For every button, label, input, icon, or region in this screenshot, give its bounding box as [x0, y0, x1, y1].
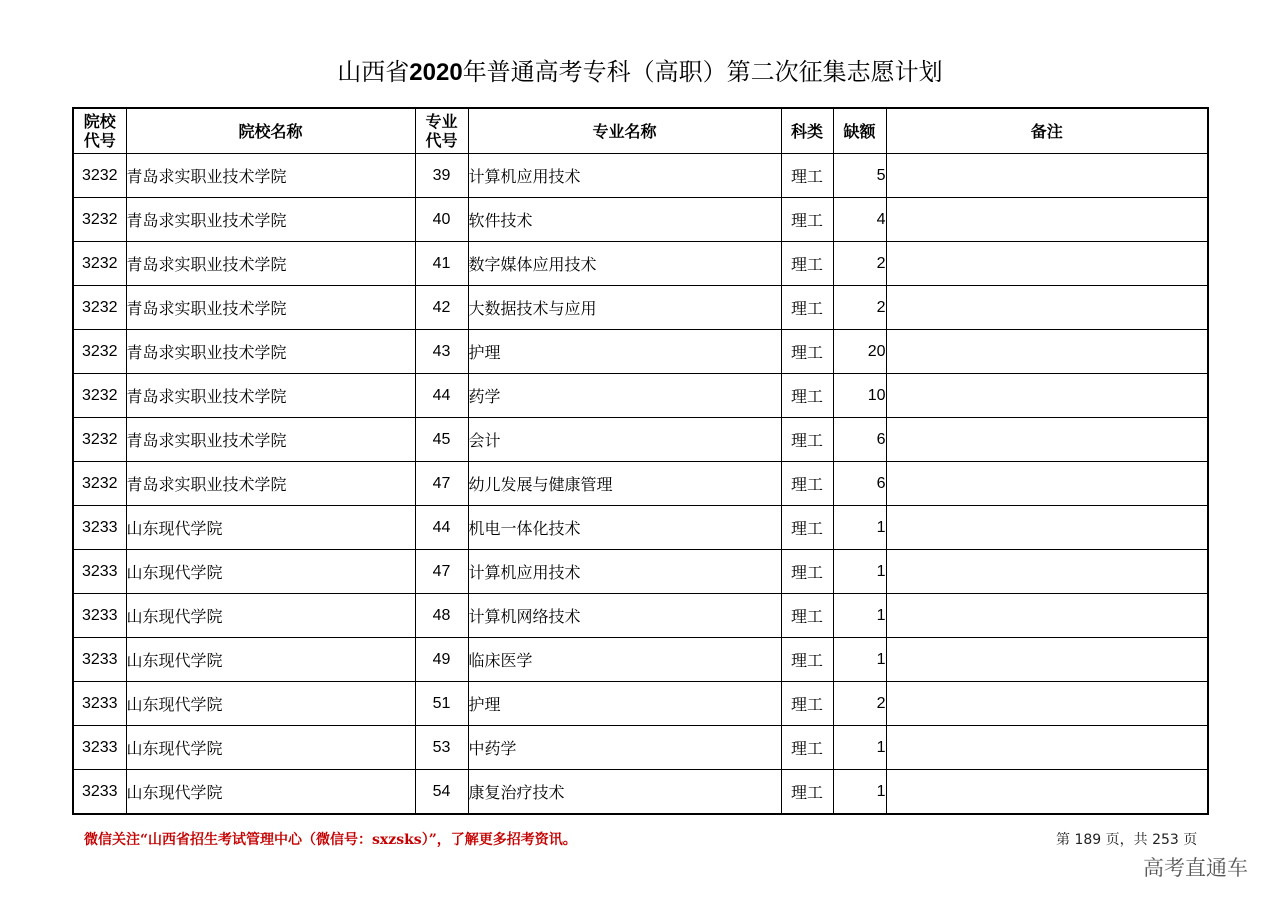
cell-vacancy: 2	[833, 682, 886, 726]
cell-school-code: 3233	[73, 638, 126, 682]
cell-school-name: 青岛求实职业技术学院	[126, 374, 415, 418]
header-vacancy: 缺额	[833, 108, 886, 154]
cell-major-name: 软件技术	[468, 198, 781, 242]
cell-school-code: 3233	[73, 682, 126, 726]
cell-category: 理工	[781, 594, 833, 638]
cell-school-name: 山东现代学院	[126, 770, 415, 815]
cell-school-name: 青岛求实职业技术学院	[126, 154, 415, 198]
cell-vacancy: 1	[833, 770, 886, 815]
table-row	[73, 462, 1208, 506]
table-row	[73, 330, 1208, 374]
page-title	[0, 56, 1280, 89]
cell-major-code: 48	[415, 594, 468, 638]
cell-school-name: 青岛求实职业技术学院	[126, 330, 415, 374]
cell-vacancy: 1	[833, 594, 886, 638]
cell-category: 理工	[781, 770, 833, 815]
cell-school-name: 青岛求实职业技术学院	[126, 198, 415, 242]
cell-major-code: 51	[415, 682, 468, 726]
table-row	[73, 506, 1208, 550]
cell-major-code: 43	[415, 330, 468, 374]
cell-vacancy: 2	[833, 286, 886, 330]
cell-school-code: 3233	[73, 726, 126, 770]
cell-vacancy: 2	[833, 242, 886, 286]
header-remarks: 备注	[886, 108, 1208, 154]
header-major-name: 专业名称	[468, 108, 781, 154]
cell-major-name: 康复治疗技术	[468, 770, 781, 815]
cell-remarks	[886, 506, 1208, 550]
cell-school-code: 3232	[73, 418, 126, 462]
cell-remarks	[886, 682, 1208, 726]
cell-category: 理工	[781, 198, 833, 242]
cell-remarks	[886, 330, 1208, 374]
cell-category: 理工	[781, 374, 833, 418]
cell-school-name: 青岛求实职业技术学院	[126, 286, 415, 330]
cell-major-code: 47	[415, 462, 468, 506]
cell-category: 理工	[781, 550, 833, 594]
cell-major-code: 42	[415, 286, 468, 330]
cell-category: 理工	[781, 286, 833, 330]
cell-major-name: 机电一体化技术	[468, 506, 781, 550]
cell-school-code: 3232	[73, 198, 126, 242]
enrollment-plan-table	[72, 107, 1209, 815]
cell-category: 理工	[781, 682, 833, 726]
table-row	[73, 770, 1208, 815]
cell-major-name: 会计	[468, 418, 781, 462]
cell-remarks	[886, 550, 1208, 594]
cell-major-name: 药学	[468, 374, 781, 418]
cell-school-code: 3233	[73, 506, 126, 550]
cell-category: 理工	[781, 506, 833, 550]
cell-school-code: 3232	[73, 242, 126, 286]
table-header-row	[73, 108, 1208, 154]
table-row	[73, 154, 1208, 198]
cell-remarks	[886, 726, 1208, 770]
cell-vacancy: 20	[833, 330, 886, 374]
cell-vacancy: 1	[833, 726, 886, 770]
cell-vacancy: 6	[833, 462, 886, 506]
cell-vacancy: 1	[833, 638, 886, 682]
cell-school-code: 3233	[73, 550, 126, 594]
cell-school-code: 3232	[73, 462, 126, 506]
cell-remarks	[886, 462, 1208, 506]
cell-major-name: 中药学	[468, 726, 781, 770]
cell-major-code: 40	[415, 198, 468, 242]
cell-major-name: 幼儿发展与健康管理	[468, 462, 781, 506]
cell-school-name: 青岛求实职业技术学院	[126, 418, 415, 462]
table-row	[73, 550, 1208, 594]
cell-major-name: 计算机网络技术	[468, 594, 781, 638]
cell-major-name: 护理	[468, 682, 781, 726]
cell-category: 理工	[781, 242, 833, 286]
wechat-notice: 微信关注“山西省招生考试管理中心（微信号：sxzsks）”，了解更多招考资讯。	[84, 832, 577, 848]
table-row	[73, 726, 1208, 770]
cell-remarks	[886, 286, 1208, 330]
table-row	[73, 594, 1208, 638]
cell-major-name: 大数据技术与应用	[468, 286, 781, 330]
cell-school-code: 3233	[73, 770, 126, 815]
header-category: 科类	[781, 108, 833, 154]
header-major-code: 专业 代号	[415, 108, 468, 154]
cell-school-code: 3232	[73, 286, 126, 330]
cell-remarks	[886, 242, 1208, 286]
page-info: 第 189 页，共 253 页	[1056, 832, 1198, 848]
watermark: 高考直通车	[1143, 856, 1248, 880]
cell-vacancy: 6	[833, 418, 886, 462]
cell-school-name: 山东现代学院	[126, 506, 415, 550]
cell-school-code: 3232	[73, 154, 126, 198]
cell-major-name: 数字媒体应用技术	[468, 242, 781, 286]
cell-major-code: 54	[415, 770, 468, 815]
cell-major-code: 49	[415, 638, 468, 682]
header-school-code: 院校 代号	[73, 108, 126, 154]
cell-remarks	[886, 374, 1208, 418]
cell-major-code: 47	[415, 550, 468, 594]
cell-school-name: 青岛求实职业技术学院	[126, 242, 415, 286]
table-row	[73, 374, 1208, 418]
cell-category: 理工	[781, 330, 833, 374]
cell-category: 理工	[781, 418, 833, 462]
cell-major-name: 计算机应用技术	[468, 550, 781, 594]
cell-school-name: 山东现代学院	[126, 594, 415, 638]
cell-vacancy: 5	[833, 154, 886, 198]
table-row	[73, 198, 1208, 242]
table-row	[73, 682, 1208, 726]
cell-school-name: 山东现代学院	[126, 682, 415, 726]
cell-vacancy: 1	[833, 550, 886, 594]
cell-remarks	[886, 638, 1208, 682]
cell-major-name: 护理	[468, 330, 781, 374]
cell-school-code: 3232	[73, 374, 126, 418]
title-year: 2020	[409, 59, 463, 86]
table-row	[73, 242, 1208, 286]
cell-major-code: 53	[415, 726, 468, 770]
cell-major-code: 41	[415, 242, 468, 286]
cell-school-code: 3232	[73, 330, 126, 374]
cell-category: 理工	[781, 462, 833, 506]
cell-remarks	[886, 770, 1208, 815]
title-prefix: 山西省	[337, 58, 410, 86]
cell-school-code: 3233	[73, 594, 126, 638]
cell-school-name: 山东现代学院	[126, 726, 415, 770]
cell-remarks	[886, 594, 1208, 638]
cell-school-name: 山东现代学院	[126, 638, 415, 682]
cell-remarks	[886, 154, 1208, 198]
cell-major-name: 计算机应用技术	[468, 154, 781, 198]
cell-remarks	[886, 418, 1208, 462]
cell-major-code: 44	[415, 506, 468, 550]
cell-major-name: 临床医学	[468, 638, 781, 682]
table-row	[73, 418, 1208, 462]
cell-major-code: 44	[415, 374, 468, 418]
header-school-name: 院校名称	[126, 108, 415, 154]
title-suffix: 年普通高考专科（高职）第二次征集志愿计划	[462, 58, 943, 86]
cell-category: 理工	[781, 638, 833, 682]
cell-school-name: 山东现代学院	[126, 550, 415, 594]
cell-school-name: 青岛求实职业技术学院	[126, 462, 415, 506]
table-row	[73, 638, 1208, 682]
cell-category: 理工	[781, 726, 833, 770]
cell-remarks	[886, 198, 1208, 242]
cell-vacancy: 10	[833, 374, 886, 418]
cell-vacancy: 1	[833, 506, 886, 550]
cell-major-code: 39	[415, 154, 468, 198]
table-row	[73, 286, 1208, 330]
cell-major-code: 45	[415, 418, 468, 462]
cell-category: 理工	[781, 154, 833, 198]
cell-vacancy: 4	[833, 198, 886, 242]
